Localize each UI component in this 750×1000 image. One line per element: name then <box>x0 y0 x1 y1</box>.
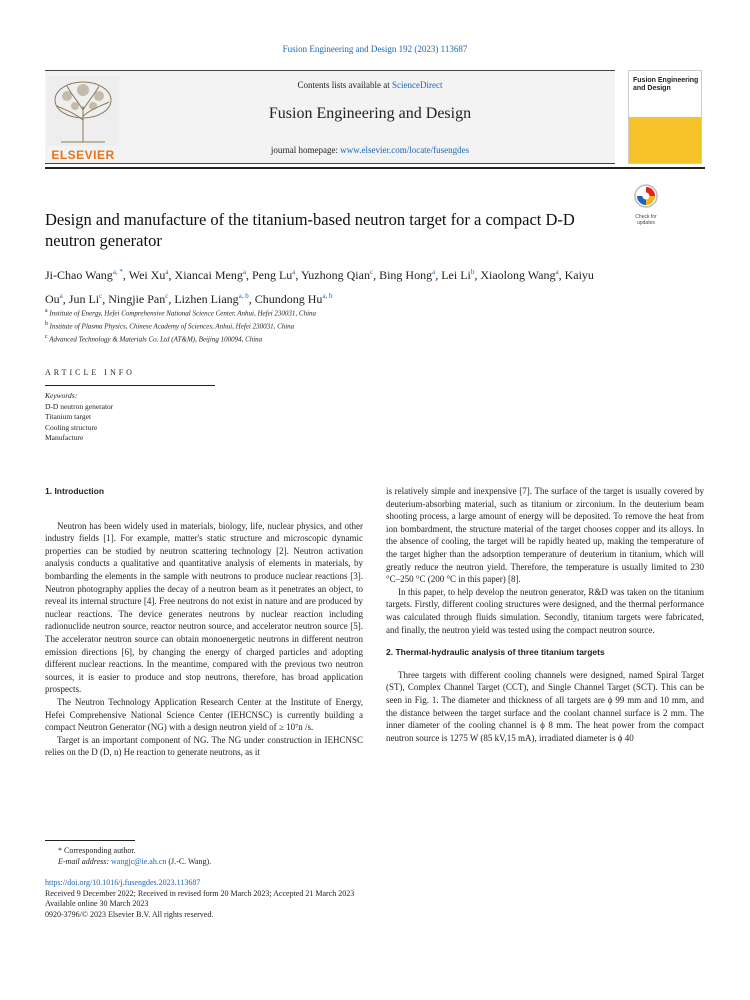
email-suffix: (J.-C. Wang). <box>166 857 212 866</box>
affiliation-mark: a <box>45 308 48 314</box>
affiliation-mark: c <box>45 333 48 340</box>
cover-title <box>633 77 698 93</box>
paragraph: Neutron has been widely used in materials, biology, life, nuclear physics, and other industry fields [1]. For example, matter's static structure and microscopic dynamic properties can be studied by neutron scattering technology [2]. Neutron activation analysis conducts a qualitative and quantitative analysis of elements in materials, by bombarding the elements in the sample with neutrons to produce nuclear reactions [3]. Neutron photography applies the decay of a neutron beam as it penetrates an object, to reveal its internal structure [4]. Free neutrons do not exist in nature and are produced by nuclear reactions. The device generates neutrons by nuclear reaction including radionuclide neutron source, reactor neutron source, and accelerator neutron source [5]. The accelerator neutron source can obtain monoenergetic neutrons in different neutron emission directions [6], by changing the energy of charged particles and adopting different nuclear reactions. In the meantime, compared with the previous two neutron sources, it is easier to produce and stop neutrons, therefore, has broad application prospects. <box>45 520 363 695</box>
keywords-label: Keywords: <box>45 391 78 400</box>
author-affiliation-mark[interactable]: a <box>432 268 436 276</box>
journal-cover-thumbnail[interactable] <box>628 70 702 164</box>
author-affiliation-mark[interactable]: a <box>292 268 296 276</box>
author-name[interactable]: Xiaolong Wang <box>480 268 556 282</box>
paragraph: Three targets with different cooling channels were designed, named Spiral Target (ST), Complex Channel Target (CCT), and Single Channel Target (SCT). This can be seen in Fig. 1. The diameter and thickness of all targets are ϕ 99 mm and 10 mm, and the distance between the target surface and the coolant channel surface is 2 mm. The inner diameter of the cooling channel is ϕ 8 mm. The heat power from the compact neutron source is 1275 W (85 kV,15 mA), irradiated diameter is ϕ 40 <box>386 669 704 743</box>
article-title: Design and manufacture of the titanium-based neutron target for a compact D-D neutron generator <box>45 210 575 250</box>
cover-title-line-1: Fusion Engineering <box>633 77 699 84</box>
footnote-divider <box>45 840 135 841</box>
check-for-updates-button[interactable] <box>628 183 664 226</box>
check-updates-icon <box>628 183 664 209</box>
body-column-right <box>386 485 704 744</box>
author-affiliation-mark[interactable]: a, b <box>238 292 249 300</box>
journal-homepage-line <box>130 145 610 155</box>
author-affiliation-mark[interactable]: a, b <box>322 292 333 300</box>
doi-link[interactable]: https://doi.org/10.1016/j.fusengdes.2023.113687 <box>45 878 201 887</box>
keyword: Cooling structure <box>45 422 98 432</box>
homepage-prefix: journal homepage: <box>270 145 341 155</box>
author-name[interactable]: Xiancai Meng <box>174 268 243 282</box>
journal-reference-link[interactable]: Fusion Engineering and Design 192 (2023) 113687 <box>282 44 468 54</box>
journal-homepage-link[interactable]: www.elsevier.com/locate/fusengdes <box>340 145 470 155</box>
affiliation-text: Institute of Plasma Physics, Chinese Academy of Sciences, Anhui, Hefei 230031, China <box>49 322 295 331</box>
footnote <box>58 845 211 867</box>
keywords-block <box>45 391 113 444</box>
affiliation-text: Advanced Technology & Materials Co. Ltd (AT&M), Beijing 100094, China <box>49 334 263 343</box>
author-affiliation-mark[interactable]: a, * <box>112 268 123 276</box>
contents-line <box>130 80 610 90</box>
author-affiliation-mark[interactable]: a <box>59 292 63 300</box>
journal-title: Fusion Engineering and Design <box>268 105 472 122</box>
author-name[interactable]: Wei Xu <box>128 268 166 282</box>
author-list: Ji-Chao Wang$^{a, *}$, Wei Xu$^a$, Xiancai Meng$^a$, Peng Lu$^a$, Yuzhong Qian$^c$, Bing Hong$^a$, Lei Li$^b$, Xiaolong Wang$^a$, Kaiyu Ou$^a$, Jun Li$^c$, Ningjie Pan$^c$, Lizhen Liang$^{a, b}$, Chundong Hu$^{a, b}$ <box>45 268 594 306</box>
publication-info <box>45 878 354 920</box>
affiliation <box>45 319 605 332</box>
available-online-date: Available online 30 March 2023 <box>45 899 149 908</box>
keyword: Titanium target <box>45 412 92 421</box>
author-name[interactable]: Ningjie Pan <box>108 292 166 306</box>
body-column-left <box>45 485 363 759</box>
author-name[interactable]: Jun Li <box>68 292 100 306</box>
paragraph: is relatively simple and inexpensive [7]. The surface of the target is usually covered by deuterium-absorbing material, such as titanium or zirconium. In the deuterium beam shooting process, a large amount of energy will be deposited. To remove the heat from ion bombardment, the structure material of the target chooses copper and its alloys. In the absence of cooling, the target will be rapidly heated up, making the temperature of the target higher than the adsorption temperature of deuterium in titanium, which will greatly reduce the neutron yield. Therefore, the temperature is usually limited to 230 °C–250 °C (200 °C in this paper) [8]. <box>386 486 704 585</box>
author-name[interactable]: Lei Li <box>441 268 471 282</box>
author-affiliation-mark[interactable]: a <box>555 268 559 276</box>
keyword: D-D neutron generator <box>45 401 114 411</box>
copyright-notice: 0920-3796/© 2023 Elsevier B.V. All rights reserved. <box>45 909 214 919</box>
author-name[interactable]: Kaiyu Ou <box>45 268 594 306</box>
article-info-divider <box>45 385 215 386</box>
corresponding-author-note: * Corresponding author. <box>58 846 136 855</box>
paragraph: The Neutron Technology Application Research Center at the Institute of Energy, Hefei Comprehensive National Science Center (IEHCNSC) is currently building a compact Neutron Generator (NG) with a design neutron yield of ≥ 10⁷n /s. <box>45 696 363 733</box>
article-info-heading: ARTICLE INFO <box>45 368 135 377</box>
affiliation <box>45 332 605 345</box>
paragraph: In this paper, to help develop the neutron generator, R&D was taken on the titanium targets. Firstly, different cooling structures were designed, and the thermal performance was calculated through fluids simulation. Secondly, titanium targets were fabricated, and finally, the neutron yield was tested using the compact neutron source. <box>386 586 704 635</box>
author-name[interactable]: Peng Lu <box>251 268 293 282</box>
author-affiliation-mark[interactable]: b <box>470 268 475 276</box>
cover-title-line-2: and Design <box>633 85 671 92</box>
author-name[interactable]: Chundong Hu <box>254 292 323 306</box>
contents-prefix: Contents lists available at <box>297 80 392 90</box>
affiliation-text: Institute of Energy, Hefei Comprehensive National Science Center, Anhui, Hefei 230031, China <box>49 309 317 318</box>
paragraph: Target is an important component of NG. The NG under construction in IEHCNSC relies on the D (D, n) He reaction to generate neutrons, as it <box>45 734 363 758</box>
author-affiliation-mark[interactable]: c <box>369 268 374 276</box>
author-name[interactable]: Yuzhong Qian <box>300 268 370 282</box>
masthead-divider <box>45 167 705 169</box>
elsevier-wordmark: ELSEVIER <box>51 148 115 162</box>
affiliation-mark: b <box>45 320 48 327</box>
section-heading-thermal-hydraulic: 2. Thermal-hydraulic analysis of three titanium targets <box>386 647 605 658</box>
sciencedirect-link[interactable]: ScienceDirect <box>392 80 443 90</box>
author-affiliation-mark[interactable]: c <box>165 292 169 300</box>
author-affiliation-mark[interactable]: a <box>242 268 246 276</box>
author-affiliation-mark[interactable]: c <box>99 292 103 300</box>
check-updates-label: Check for updates <box>635 214 657 226</box>
author-name[interactable]: Lizhen Liang <box>174 292 239 306</box>
section-heading-introduction: 1. Introduction <box>45 486 105 496</box>
elsevier-tree-logo <box>47 76 119 158</box>
author-affiliation-mark[interactable]: a <box>165 268 169 276</box>
affiliation-list <box>45 306 605 344</box>
email-link[interactable]: wangjc@ie.ah.cn <box>111 857 167 866</box>
author-name[interactable]: Bing Hong <box>379 268 433 282</box>
email-label: E-mail address: <box>58 857 112 866</box>
keyword: Manufacture <box>45 433 84 442</box>
affiliation <box>45 306 605 319</box>
author-name[interactable]: Ji-Chao Wang <box>45 268 113 282</box>
received-dates: Received 9 December 2022; Received in revised form 20 March 2023; Accepted 21 March 2023 <box>45 888 355 898</box>
email-line <box>58 856 211 867</box>
